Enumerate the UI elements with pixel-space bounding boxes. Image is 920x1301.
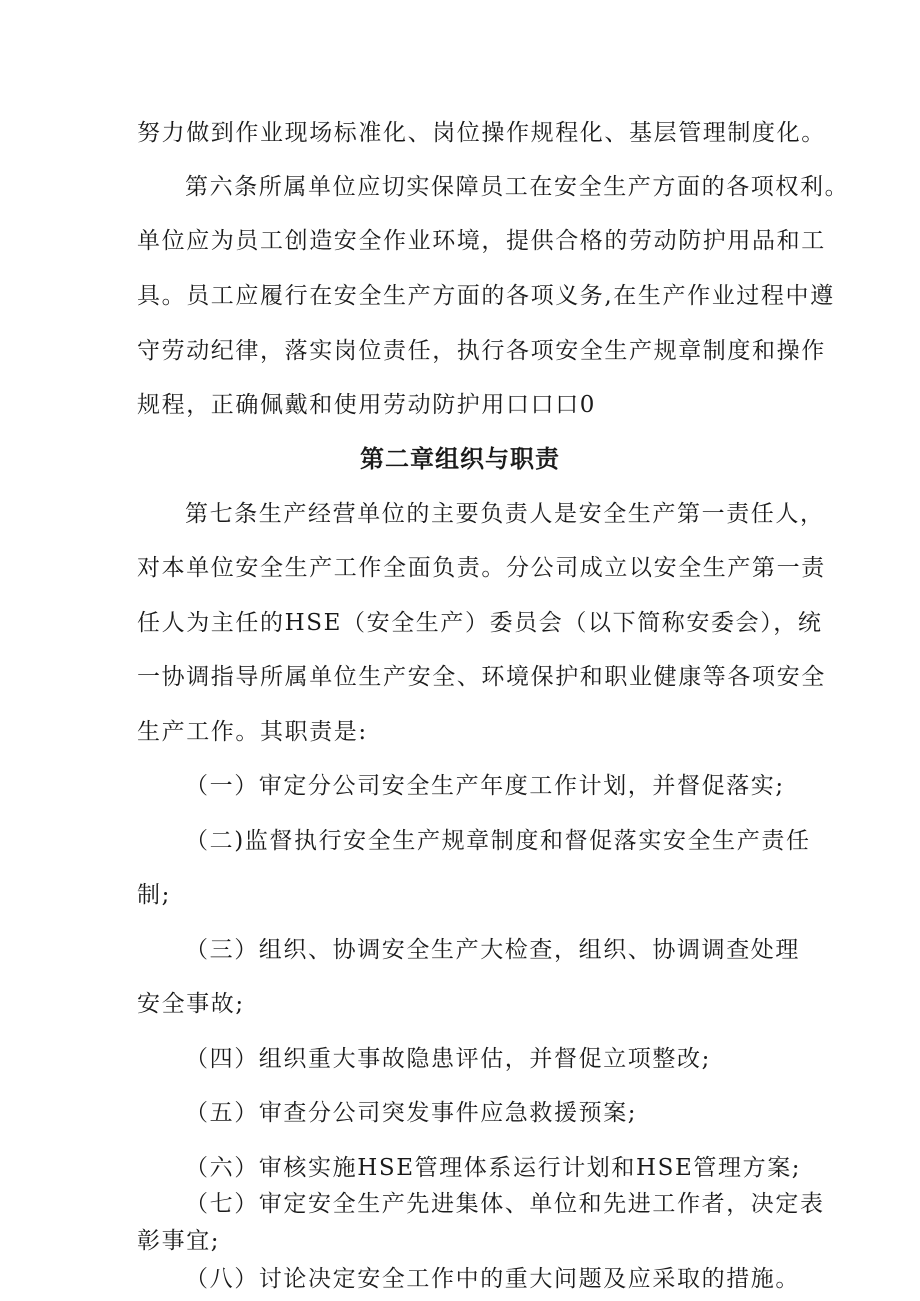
duty-item: （一）审定分公司安全生产年度工作计划，并督促落实; [185, 773, 785, 799]
duty-item: （三）组织、协调安全生产大检查，组织、协调调查处理 [185, 937, 800, 963]
article-6-text-line: 守劳动纪律，落实岗位责任，执行各项安全生产规章制度和操作 [137, 338, 826, 364]
article-7-text-line: 对本单位安全生产工作全面负责。分公司成立以安全生产第一责 [137, 555, 826, 581]
article-6-text-line: 第六条所属单位应切实保障员工在安全生产方面的各项权利。 [185, 174, 850, 200]
duty-item: （五）审查分公司突发事件应急救援预案; [185, 1100, 638, 1126]
article-7-text-line: 任人为主任的HSE（安全生产）委员会（以下简称安委会），统 [137, 610, 823, 636]
duty-item: （二)监督执行安全生产规章制度和督促落实安全生产责任 [185, 828, 811, 854]
duty-item: （八）讨论决定安全工作中的重大问题及应采取的措施。 [185, 1266, 800, 1292]
article-7-text-line: 一协调指导所属单位生产安全、环境保护和职业健康等各项安全 [137, 664, 826, 690]
duty-item-continuation: 制; [137, 882, 171, 908]
article-6-text-line: 规程，正确佩戴和使用劳动防护用口口口0 [137, 392, 597, 418]
chapter-heading: 第二章组织与职责 [360, 445, 560, 473]
article-7-text-line: 生产工作。其职责是: [137, 719, 368, 745]
article-6-text-line: 单位应为员工创造安全作业环境，提供合格的劳动防护用品和工 [137, 228, 826, 254]
duty-item-continuation: 安全事故; [137, 991, 245, 1017]
duty-item: （六）审核实施HSE管理体系运行计划和HSE管理方案; [185, 1155, 802, 1181]
duty-item: （七）审定安全生产先进集体、单位和先进工作者，决定表 [185, 1191, 825, 1217]
body-text-line: 努力做到作业现场标准化、岗位操作规程化、基层管理制度化。 [137, 120, 826, 146]
duty-item-continuation: 彰事宜; [137, 1228, 221, 1254]
duty-item: （四）组织重大事故隐患评估，并督促立项整改; [185, 1046, 711, 1072]
article-6-text-line: 具。员工应履行在安全生产方面的各项义务,在生产作业过程中遵 [137, 283, 835, 309]
article-7-text-line: 第七条生产经营单位的主要负责人是安全生产第一责任人， [185, 501, 825, 527]
